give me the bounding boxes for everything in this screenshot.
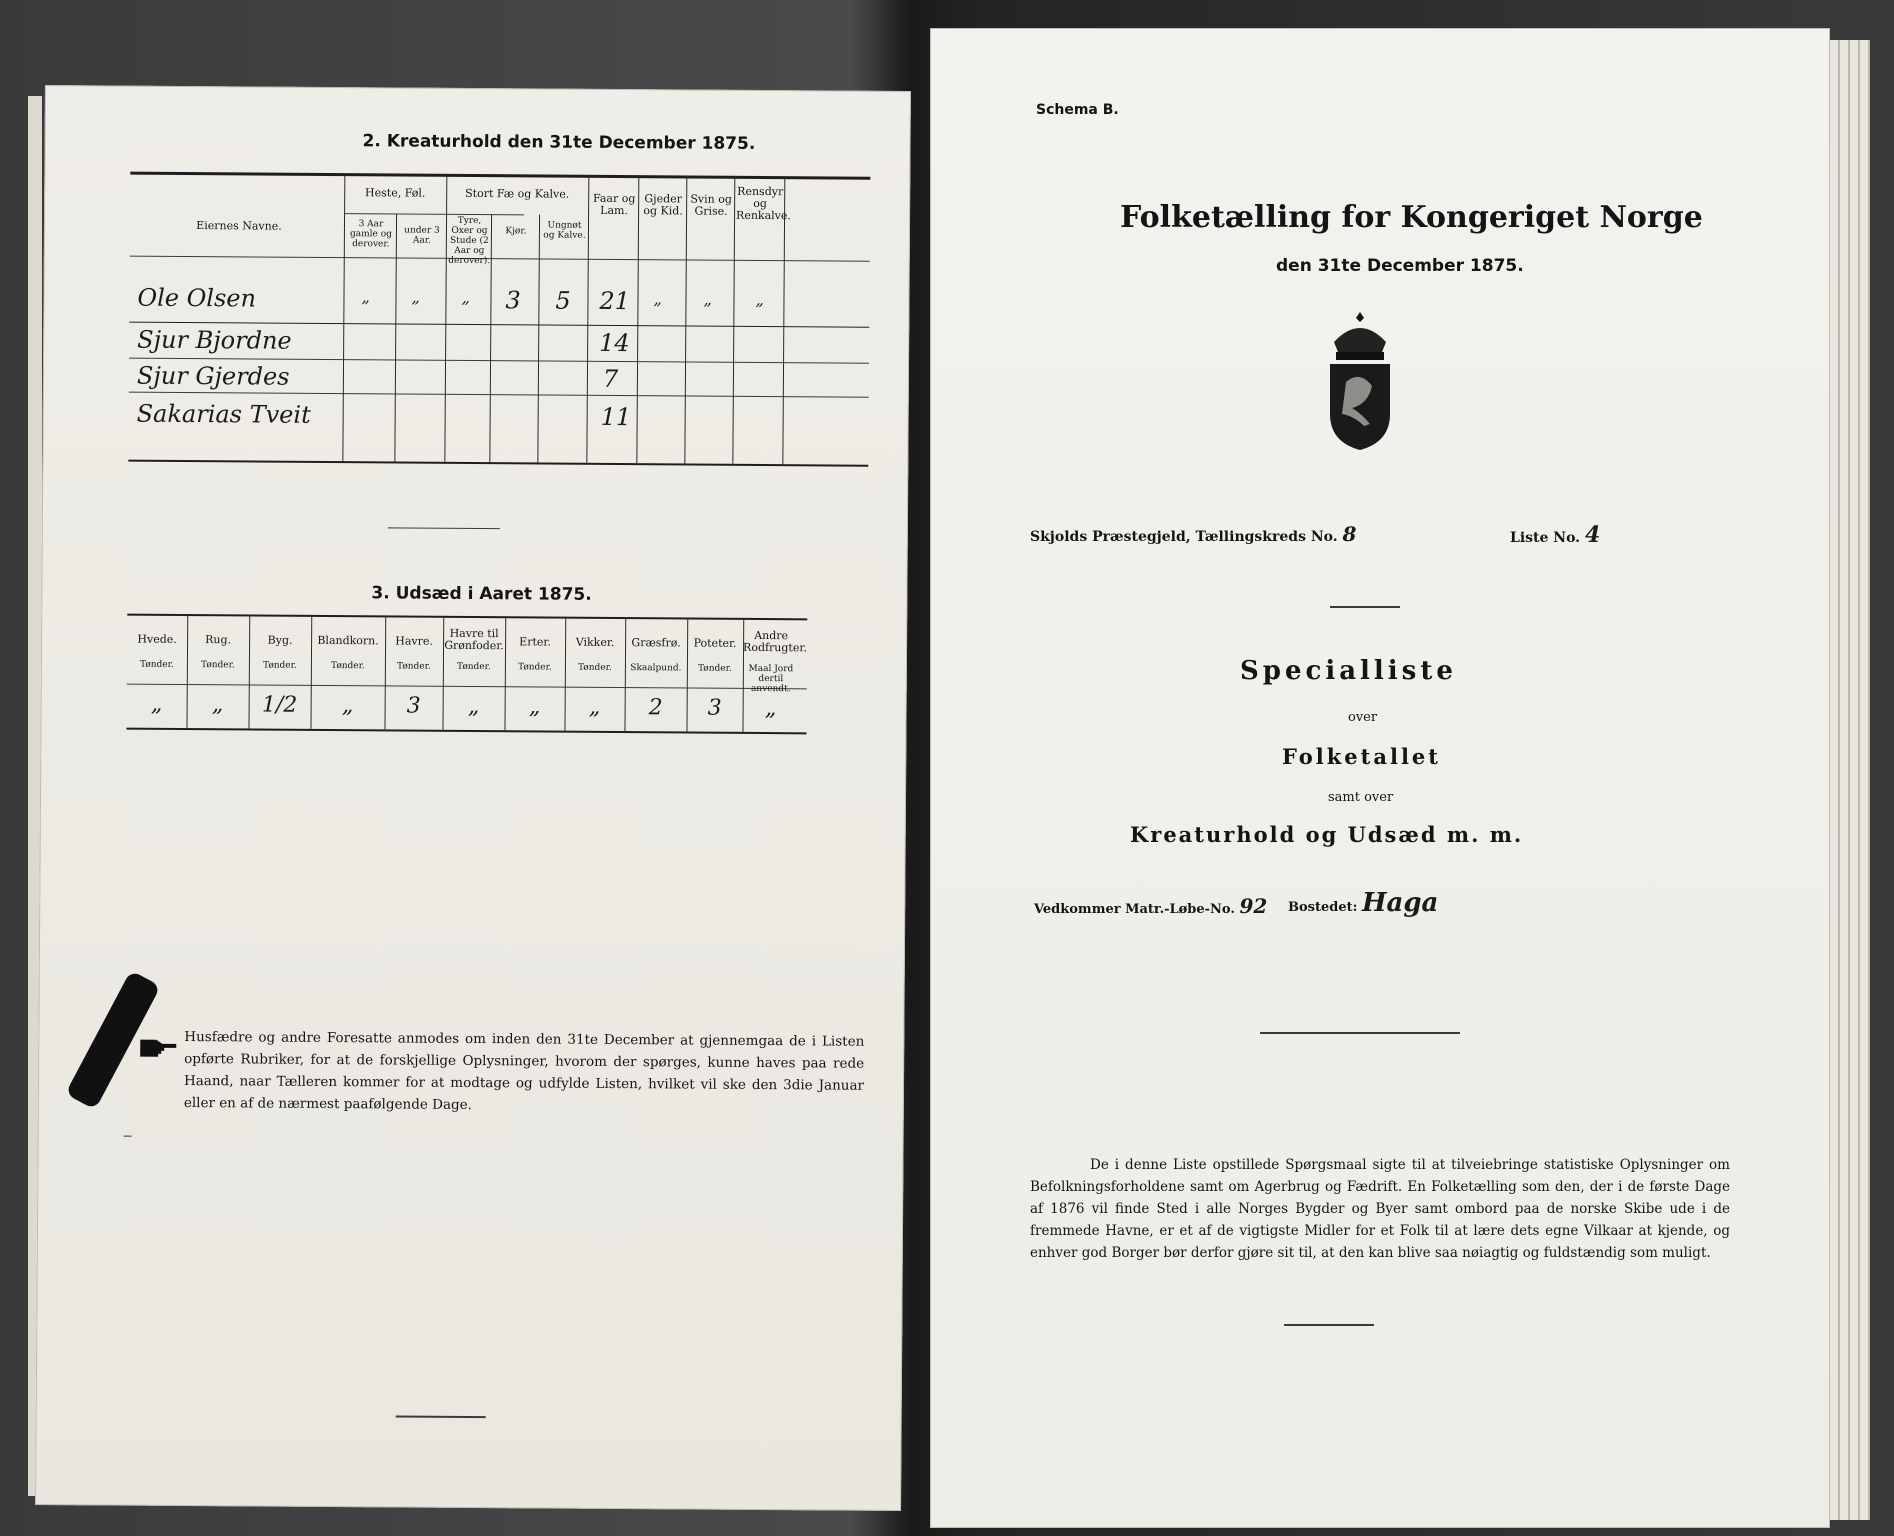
cell-cows: 3 [505,286,521,315]
seed-col-label: Andre Rodfrugter. [743,628,807,655]
col-divider [537,214,540,462]
table-rule [130,256,870,262]
schema-label: Schema B. [1036,102,1119,118]
kreaturhold-line: Kreaturhold og Udsæd m. m. [1130,822,1524,847]
seed-col-value: „ [764,696,777,722]
census-date: den 31te December 1875. [1276,256,1524,276]
col-divider [342,173,345,461]
divider [388,527,500,529]
seed-col-unit: Tønder. [139,659,174,670]
table-rule [129,392,869,398]
notice-text: Husfædre og andre Foresatte anmodes om inden den 31te December at gjennemgaa de i Listen opførte Rubriker, for at de forskjellige Oplysninger, hvorom der spørges, kunne haves paa rede Haand, naar Tælleren kommer for at modtage og udfylde Listen, hvilket vil ske den 3die Januar eller en af de nærmest paafølgende Dage. [183,1028,865,1113]
liste-number: 4 [1584,522,1601,548]
seed-col-value: „ [341,693,354,719]
samt-over-text: samt over [1328,790,1394,805]
seed-col-value: 3 [406,693,421,719]
seed-col-value: „ [528,694,541,720]
header-horses: Heste, Føl. [365,186,426,200]
seed-col-unit: Tønder. [262,660,297,671]
owner-name: Sjur Bjordne [137,325,292,355]
seed-col-value: „ [588,694,601,720]
mark [124,1136,132,1137]
seed-col-unit: Tønder. [577,662,612,673]
seed-col-label: Erter. [519,635,552,649]
col-divider [394,213,397,461]
liste-label: Liste No. [1510,530,1581,546]
seed-col-label: Poteter. [693,636,737,650]
seed-col-label: Græsfrø. [631,636,681,650]
seed-col-value: 2 [648,695,663,721]
header-bulls: Tyre, Oxer og Stude (2 Aar og derover). [448,215,491,267]
cell-bulls: „ [461,287,470,307]
cell-pigs: „ [703,289,712,309]
header-sheep: Faar og Lam. [592,191,636,218]
seed-col-unit: Maal Jord dertil anvendt. [748,663,794,695]
bosted-line [1288,888,1438,918]
col-divider [636,175,639,463]
col-divider [684,175,687,463]
special-list-title: Specialliste [1240,656,1457,686]
header-owner: Eiernes Navne. [196,219,282,233]
right-page [930,28,1830,1528]
seed-col-unit: Skaalpund. [630,663,682,674]
pointing-hand-icon [138,1036,178,1058]
col-divider [444,174,447,462]
table-rule [127,684,807,690]
explanation-paragraph: De i denne Liste opstillede Spørgsmaal sigte til at tilveiebringe statistiske Oplysninger om Befolkningsforholdene samt om Agerbrug og Fædrift. En Folketælling som den, der i de første Dage af 1876 vil finde Sted i alle Norges Bygder og Byer samt ombord paa de norske Skibe ude i de fremmede Havne, er et af de vigtigste Midler for et Folk til at lære dets egne Vilkaar at kjende, og enhver god Borger bør derfor gjøre sit til, at den kan blive saa nøiagtig og fuldstændig som muligt. [1030,1157,1730,1261]
seed-col-label: Havre til Grønfoder. [444,626,504,653]
seed-col-label: Havre. [395,634,433,648]
seed-col-label: Vikker. [575,635,615,649]
seed-col-label: Blandkorn. [317,633,379,648]
seed-col-value: „ [467,693,480,720]
cell-sheep: 7 [602,364,619,394]
table-bottom-rule [128,460,868,467]
table-bottom-rule [126,728,806,735]
census-title: Folketælling for Kongeriget Norge [1120,200,1703,235]
left-page [35,85,911,1511]
cell-sheep: 21 [599,286,631,316]
cell-young: 5 [555,286,571,315]
cell-reindeer: „ [755,289,764,310]
cell-horse-young: „ [411,287,420,307]
bosted-label: Bostedet: [1288,900,1358,915]
seed-col-value: 1/2 [261,692,298,718]
table-top-rule [127,614,807,621]
header-horse-young: under 3 Aar. [404,225,440,246]
seed-col-label: Byg. [267,633,293,647]
table-top-rule [130,172,870,180]
seed-col-unit: Tønder. [396,661,431,672]
coat-of-arms-icon [1320,312,1400,452]
seed-col-unit: Tønder. [200,660,235,671]
parish-line [1030,522,1356,546]
header-horse-old: 3 Aar gamle og derover. [349,219,392,250]
header-goats: Gjeder og Kid. [643,192,683,218]
col-divider [586,175,589,463]
seed-col-label: Hvede. [137,632,177,646]
section2-title: 2. Kreaturhold den 31te December 1875. [362,131,756,154]
cell-sheep: 11 [600,402,632,432]
col-divider [732,176,735,464]
owner-name: Sjur Gjerdes [136,361,290,391]
seed-col-value: „ [150,691,163,717]
header-reindeer: Rensdyr og Renkalve. [736,184,791,223]
header-pigs: Svin og Grise. [690,192,732,218]
seed-col-value: „ [211,692,224,718]
liste-line [1510,522,1600,548]
divider [1284,1324,1374,1326]
parish-label: Skjolds Præstegjeld, Tællingskreds No. [1030,529,1338,545]
header-cows: Kjør. [505,226,527,237]
owner-name: Ole Olsen [137,283,257,313]
seed-col-unit: Tønder. [330,661,365,672]
divider [396,1415,486,1418]
seed-col-unit: Tønder. [456,661,491,673]
header-cattle: Stort Fæ og Kalve. [465,186,570,201]
divider [1330,606,1400,608]
cell-sheep: 14 [599,328,630,358]
district-number: 8 [1342,522,1357,546]
cell-horse-old: „ [361,287,370,307]
seed-col-unit: Tønder. [517,662,552,673]
cell-goats: „ [653,289,662,309]
section3-title: 3. Udsæd i Aaret 1875. [371,583,592,605]
divider [1260,1032,1460,1034]
over-text: over [1348,710,1378,725]
matr-number: 92 [1239,894,1268,918]
table-rule [344,213,524,215]
seed-col-unit: Tønder. [697,663,732,674]
owner-name: Sakarias Tveit [136,399,311,429]
folketallet-text: Folketallet [1282,744,1441,769]
matr-label: Vedkommer Matr.-Løbe-No. [1034,902,1235,917]
matr-line [1034,894,1267,918]
header-young: Ungnøt og Kalve. [543,220,586,241]
bosted-value: Haga [1361,888,1439,918]
seed-col-value: 3 [707,695,722,721]
seed-col-label: Rug. [205,633,232,647]
